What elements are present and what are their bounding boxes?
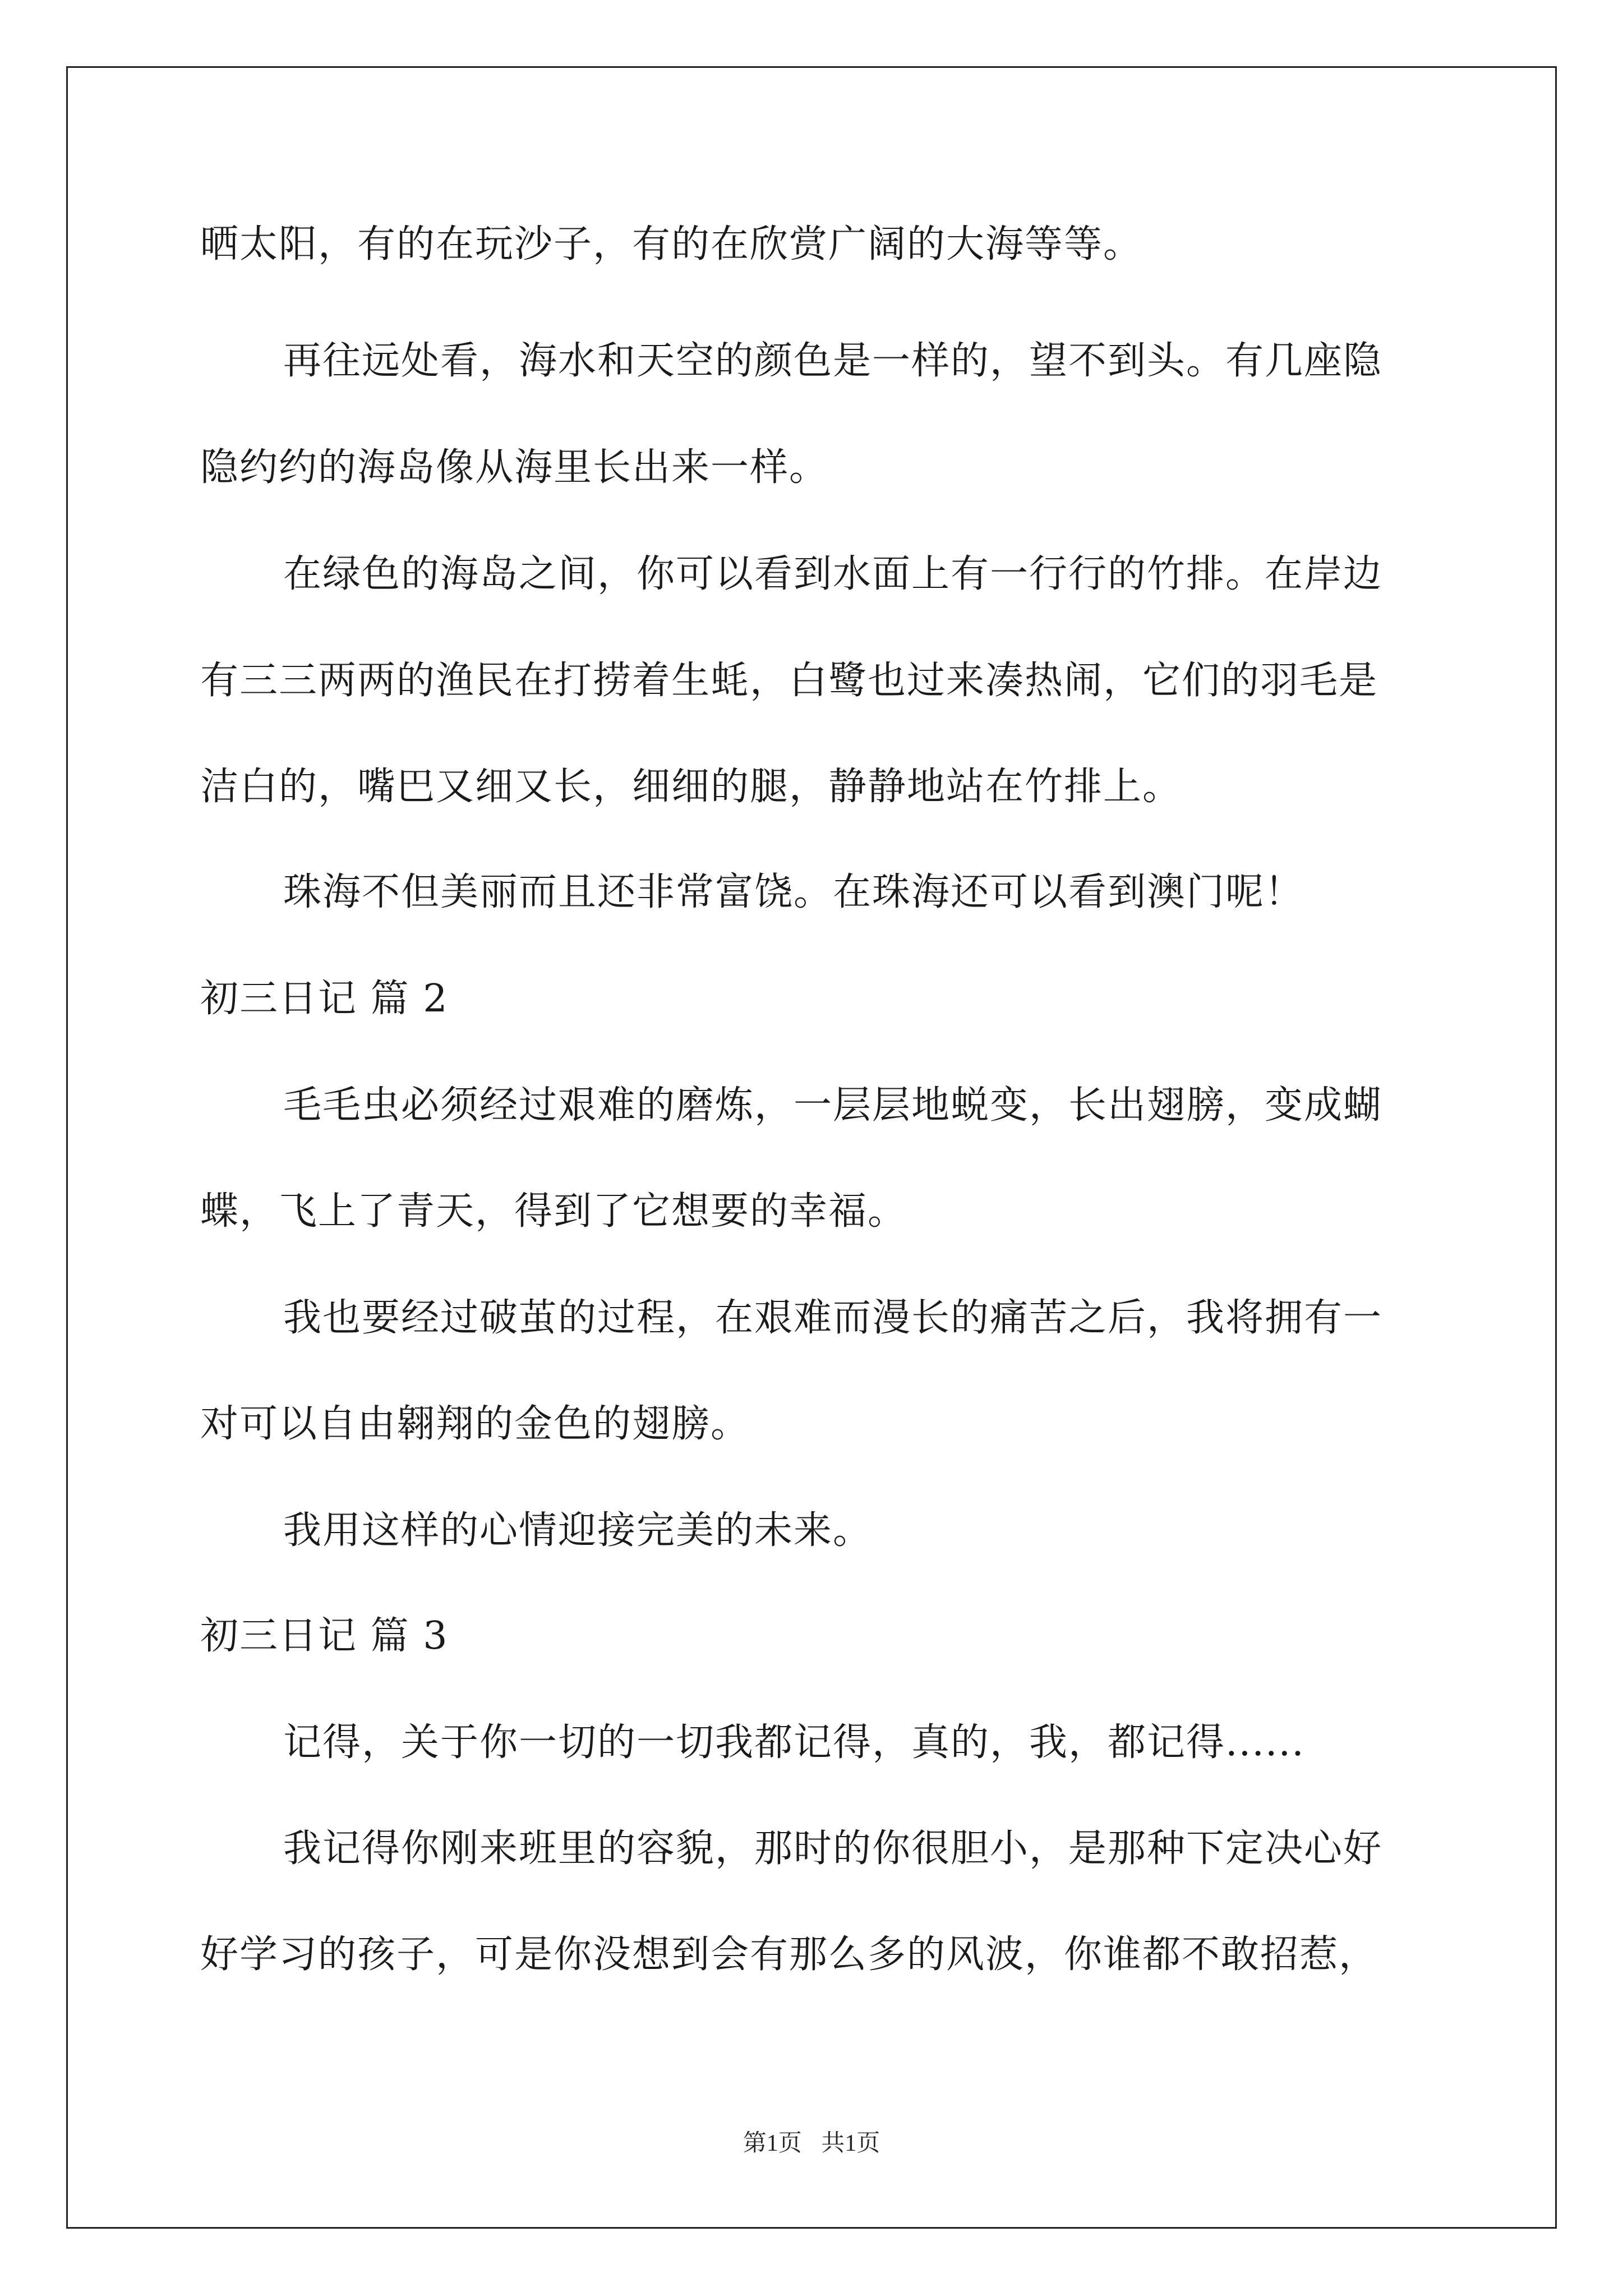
paragraph-line: 对可以自由翱翔的金色的翅膀。 <box>200 1402 750 1446</box>
paragraph-line: 我记得你刚来班里的容貌，那时的你很胆小，是那种下定决心好 <box>283 1826 1383 1871</box>
paragraph-line: 好学习的孩子，可是你没想到会有那么多的风波，你谁都不敢招惹， <box>200 1932 1378 1977</box>
page-border <box>66 66 1557 2229</box>
page-footer <box>0 2132 1623 2155</box>
section-heading: 初三日记 篇 2 <box>200 977 449 1021</box>
page-number: 第1页 <box>743 2131 802 2156</box>
paragraph-line: 洁白的，嘴巴又细又长，细细的腿，静静地站在竹排上。 <box>200 765 1182 809</box>
paragraph-line: 记得，关于你一切的一切我都记得，真的，我，都记得...... <box>283 1720 1305 1765</box>
paragraph-line: 隐约约的海岛像从海里长出来一样。 <box>200 445 829 490</box>
paragraph-line: 在绿色的海岛之间，你可以看到水面上有一行行的竹排。在岸边 <box>283 552 1383 596</box>
section-heading: 初三日记 篇 3 <box>200 1614 449 1658</box>
paragraph-line: 我用这样的心情迎接完美的未来。 <box>283 1508 873 1553</box>
paragraph-line: 再往远处看，海水和天空的颜色是一样的，望不到头。有几座隐 <box>283 339 1383 383</box>
page-total: 共1页 <box>821 2131 880 2156</box>
paragraph-line: 有三三两两的渔民在打捞着生蚝，白鹭也过来凑热闹，它们的羽毛是 <box>200 659 1378 703</box>
paragraph-line: 晒太阳，有的在玩沙子，有的在欣赏广阔的大海等等。 <box>200 222 1143 266</box>
paragraph-line: 珠海不但美丽而且还非常富饶。在珠海还可以看到澳门呢！ <box>283 870 1304 914</box>
paragraph-line: 蝶，飞上了青天，得到了它想要的幸福。 <box>200 1189 907 1234</box>
paragraph-line: 毛毛虫必须经过艰难的磨炼，一层层地蜕变，长出翅膀，变成蝴 <box>283 1083 1383 1128</box>
paragraph-line: 我也要经过破茧的过程，在艰难而漫长的痛苦之后，我将拥有一 <box>283 1296 1383 1340</box>
